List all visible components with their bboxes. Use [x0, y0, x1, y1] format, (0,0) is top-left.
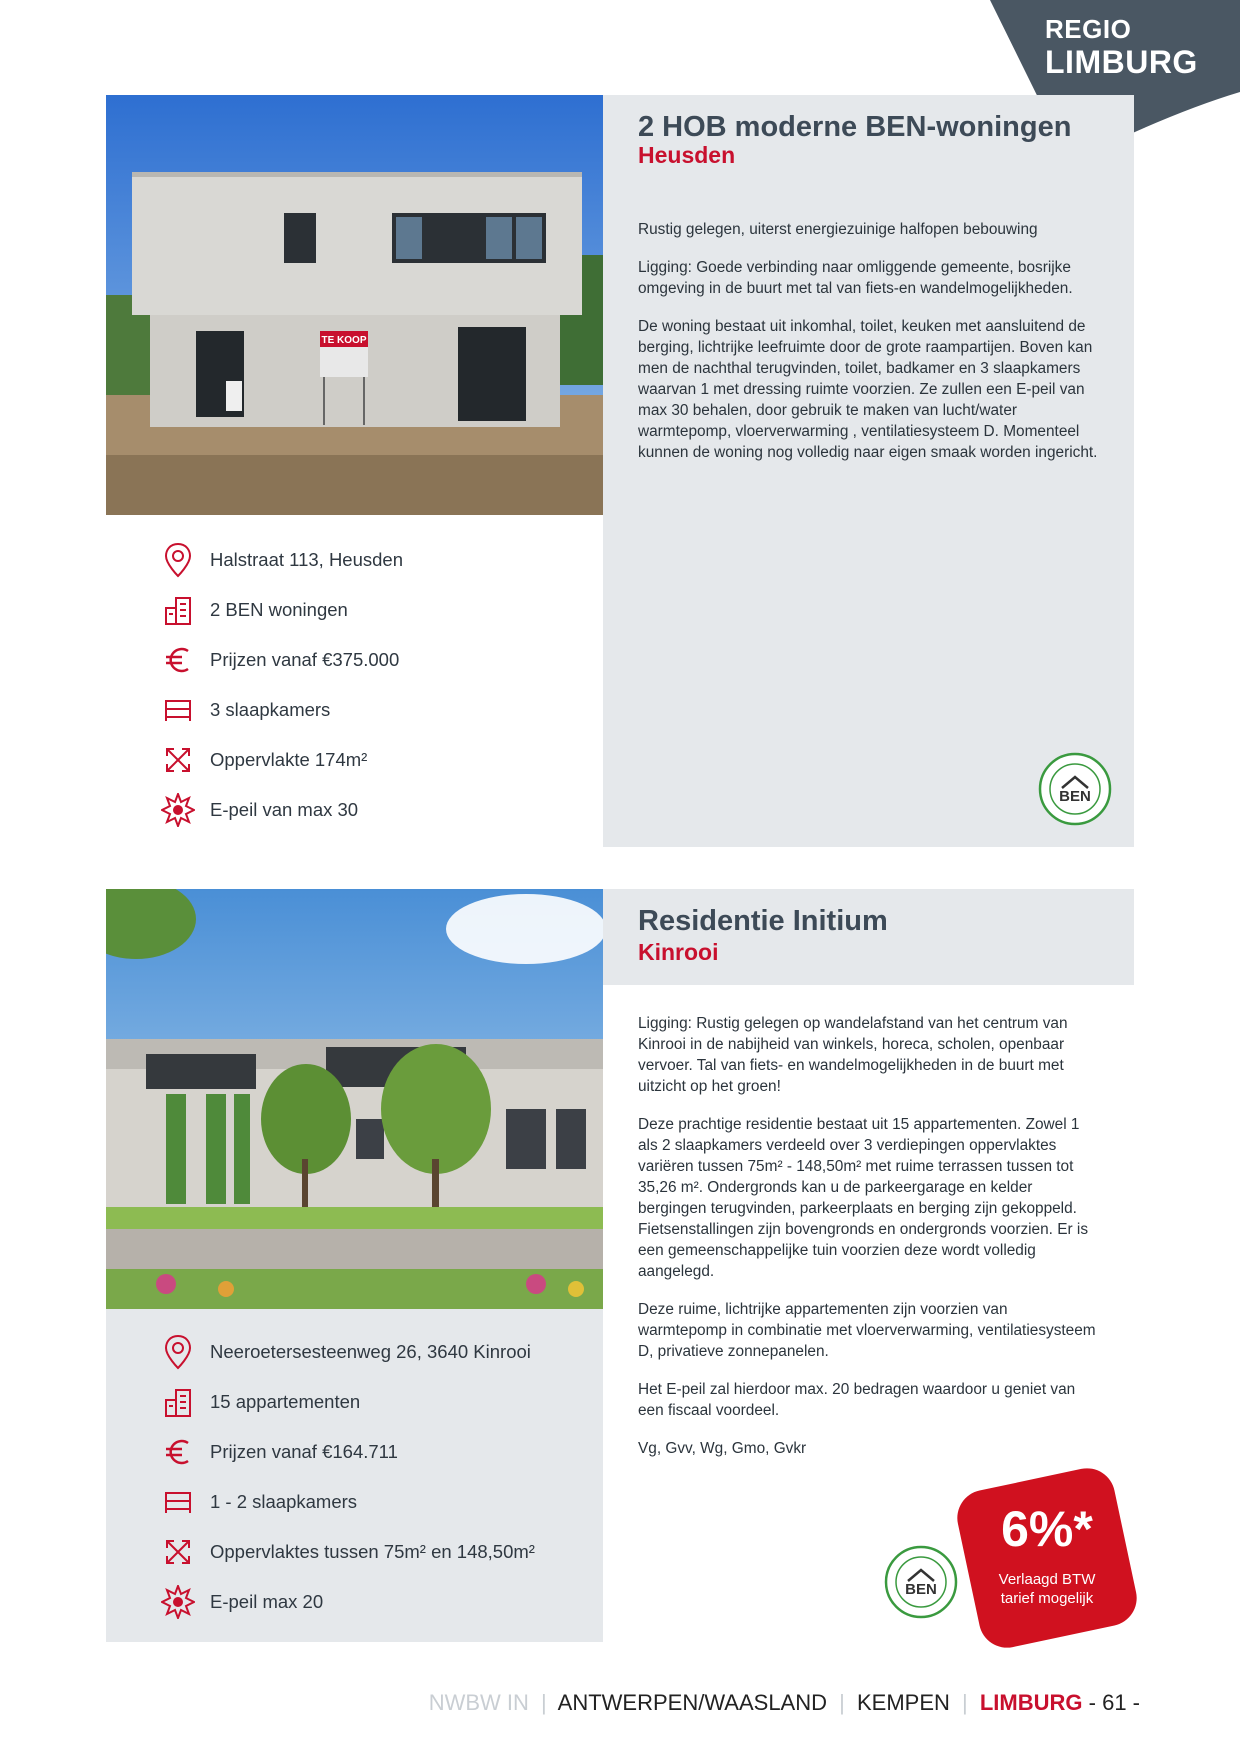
footer-region-kempen: KEMPEN [856, 1690, 950, 1715]
description-paragraph: De woning bestaat uit inkomhal, toilet, keuken met aansluitend de berging, lichtrijke leefruimte door de grote raampartijen. Boven kan men de nachthal terugvinden, toilet, badkamer en 3 slaapkamers waarvan 1 met dressing ruimte voorzien. Ze zullen een E-peil van max 30 behalen, door gebruik te maken van lucht/water warmtepomp, vloerverwarming , ventilatiesysteem D. Momenteel kunnen de woning nog volledig naar eigen smaak worden ingericht. [638, 318, 1098, 461]
building-icon [160, 1384, 196, 1420]
footer-region-limburg: LIMBURG [979, 1690, 1083, 1715]
euro-icon [160, 1434, 196, 1470]
project1-description [638, 219, 1100, 480]
project2-location: Kinrooi [638, 939, 719, 965]
fact-address: Halstraat 113, Heusden [160, 542, 403, 578]
fact-bedrooms: 3 slaapkamers [160, 692, 330, 728]
fact-units: 15 appartementen [160, 1384, 360, 1420]
location-pin-icon [160, 542, 196, 578]
bed-icon [160, 692, 196, 728]
energy-sun-icon [160, 1584, 196, 1620]
footer-region-antwerpen: ANTWERPEN/WAASLAND [557, 1690, 827, 1715]
description-paragraph: Ligging: Goede verbinding naar omliggende gemeente, bosrijke omgeving in de buurt met tal van fiets-en wandelmogelijkheden. [638, 259, 1073, 297]
promo-text: Verlaagd BTW tarief mogelijk [998, 1571, 1096, 1607]
expand-arrows-icon [160, 742, 196, 778]
location-pin-icon [160, 1334, 196, 1370]
project1-title: 2 HOB moderne BEN-woningen [638, 111, 1072, 143]
description-paragraph: Deze prachtige residentie bestaat uit 15 appartementen. Zowel 1 als 2 slaapkamers verdeeld over 3 verdiepingen oppervlaktes variëren tussen 75m² - 148,50m² met ruime terrassen tussen tot 35,26 m². Ondergronds kan u de parkeergarage en kelder bergingen terugvinden, parkeerplaats en berging zijn gekoppeld. Fietsenstallingen zijn bovengronds en ondergronds voorzien. Er is een gemeenschappelijke tuin voorzien deze wordt volledig aangelegd. [638, 1116, 1089, 1280]
description-paragraph: Ligging: Rustig gelegen op wandelafstand van het centrum van Kinrooi in de nabijheid van winkels, horeca, scholen, openbaar vervoer. Tal van fiets- en wandelmogelijkheden in de buurt met uitzicht op het groen! [638, 1015, 1068, 1095]
description-paragraph: Rustig gelegen, uiterst energiezuinige halfopen bebouwing [638, 221, 1038, 238]
description-paragraph: Deze ruime, lichtrijke appartementen zijn voorzien van warmtepomp in combinatie met vloerverwarming, ventilatiesysteem D, privatieve zonnepanelen. [638, 1301, 1096, 1360]
project2-title: Residentie Initium [638, 905, 888, 937]
vat-promo-badge [952, 1463, 1142, 1653]
description-paragraph: Het E-peil zal hierdoor max. 20 bedragen waardoor u geniet van een fiscaal voordeel. [638, 1381, 1076, 1419]
project1-location: Heusden [638, 142, 736, 168]
fact-epeil: E-peil max 20 [160, 1584, 323, 1620]
fact-area: Oppervlakte 174m² [160, 742, 367, 778]
expand-arrows-icon [160, 1534, 196, 1570]
fact-address: Neeroetersesteenweg 26, 3640 Kinrooi [160, 1334, 531, 1370]
fact-units: 2 BEN woningen [160, 592, 348, 628]
bed-icon [160, 1484, 196, 1520]
project2-description [638, 1013, 1100, 1476]
ben-badge [884, 1545, 958, 1619]
region-label: REGIO [1045, 14, 1132, 44]
project1-photo [106, 95, 603, 515]
project2-facts [160, 1334, 600, 1634]
svg-text:BEN: BEN [1059, 788, 1091, 805]
fact-area: Oppervlaktes tussen 75m² en 148,50m² [160, 1534, 535, 1570]
page-footer: NWBW IN | ANTWERPEN/WAASLAND | KEMPEN | LIMBURG - 61 - [428, 1690, 1140, 1715]
building-icon [160, 592, 196, 628]
for-sale-sign-text: TE KOOP [321, 335, 367, 346]
project2-title-banner [603, 889, 1134, 985]
fact-epeil: E-peil van max 30 [160, 792, 358, 828]
euro-icon [160, 642, 196, 678]
ben-badge [1038, 752, 1112, 826]
promo-percentage: 6%* [1001, 1501, 1093, 1557]
region-name: LIMBURG [1045, 44, 1198, 80]
fact-bedrooms: 1 - 2 slaapkamers [160, 1484, 357, 1520]
footer-prefix: NWBW IN [428, 1690, 529, 1715]
energy-sun-icon [160, 792, 196, 828]
ben-house-icon [1038, 752, 1112, 826]
svg-text:BEN: BEN [905, 1581, 937, 1598]
fact-price: Prijzen vanaf €375.000 [160, 642, 399, 678]
page-number: - 61 - [1088, 1690, 1140, 1715]
ben-house-icon [884, 1545, 958, 1619]
project2-photo [106, 889, 603, 1309]
description-paragraph: Vg, Gvv, Wg, Gmo, Gvkr [638, 1440, 807, 1457]
project1-facts [160, 542, 580, 842]
fact-price: Prijzen vanaf €164.711 [160, 1434, 398, 1470]
